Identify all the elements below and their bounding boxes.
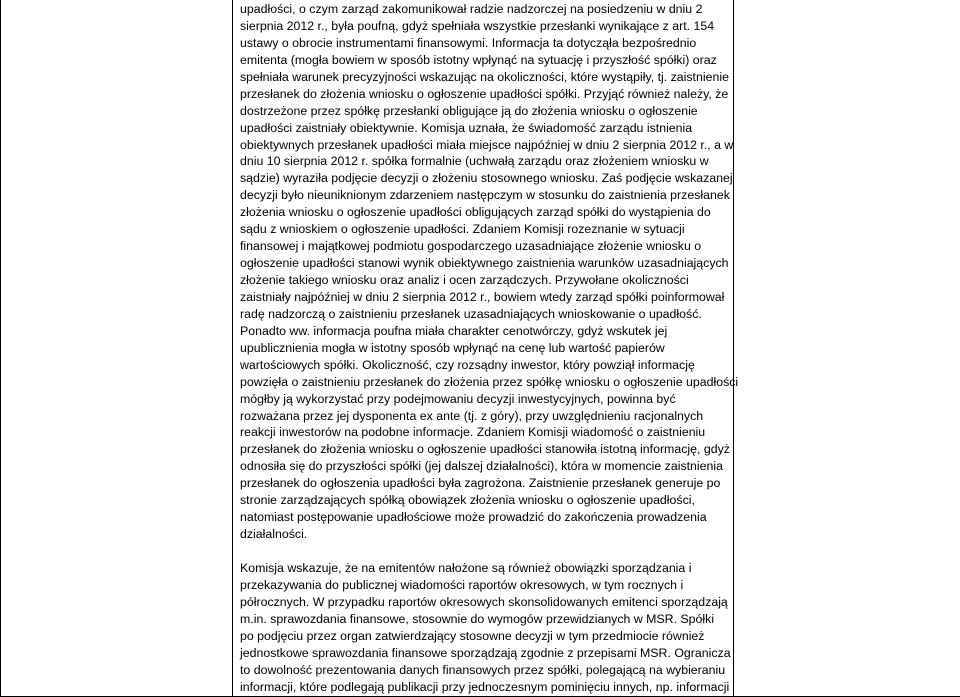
text-line: zaistniały najpóźniej w dniu 2 sierpnia 2012 r., bowiem wtedy zarząd spółki poinformował: [240, 289, 727, 306]
text-line: jednostkowe sprawozdania finansowe sporządzają zgodnie z przepisami MSR. Ogranicza: [240, 645, 727, 662]
text-line: upadłości zaistniały obiektywnie. Komisja uznała, że świadomość zarządu istnienia: [240, 120, 727, 137]
text-line: Komisja wskazuje, że na emitentów nałożone są również obowiązki sporządzania i: [240, 560, 727, 577]
text-line: spełniała warunek precyzyjności wskazując na okoliczności, które wystąpiły, tj. zaistnienie: [240, 69, 727, 86]
text-line: stronie zarządzających spółką obowiązek złożenia wniosku o ogłoszenie upadłości,: [240, 492, 727, 509]
text-line: finansowej i majątkowej podmiotu gospodarczego uzasadniające złożenie wniosku o: [240, 238, 727, 255]
text-line: mógłby ją wykorzystać przy podejmowaniu decyzji inwestycyjnych, powinna być: [240, 391, 727, 408]
text-line: informacji, które podlegają publikacji przy jednoczesnym pominięciu innych, np. informacji: [240, 679, 727, 696]
left-column-cell: [1, 0, 233, 696]
text-line: półrocznych. W przypadku raportów okresowych skonsolidowanych emitenci sporządzają: [240, 594, 727, 611]
text-line: radę nadzorczą o zaistnieniu przesłanek uzasadniających wnioskowanie o upadłość.: [240, 306, 727, 323]
text-line: przesłanek do złożenia wniosku o ogłoszenie upadłości spółki. Przyjąć również należy, że: [240, 86, 727, 103]
text-line: złożenie takiego wniosku oraz analiz i ocen zarządczych. Przywołane okoliczności: [240, 272, 727, 289]
text-line: po podjęciu przez organ zatwierdzający stosowne decyzji w tym przedmiocie również: [240, 628, 727, 645]
text-line: powzięła o zaistnieniu przesłanek do złożenia przez spółkę wniosku o ogłoszenie upadłości: [240, 374, 727, 391]
text-line: przesłanek do złożenia wniosku o ogłoszenie upadłości stanowiła istotną informację, gdyż: [240, 441, 727, 458]
text-line: emitenta (mogła bowiem w sposób istotny wpłynąć na sytuację i przyszłość spółki) oraz: [240, 52, 727, 69]
text-line: działalności.: [240, 526, 727, 543]
text-line: przesłanek do ogłoszenia upadłości była zagrożona. Zaistnienie przesłanek generuje po: [240, 475, 727, 492]
text-line: wartościowych spółki. Okoliczność, czy rozsądny inwestor, który powziął informację: [240, 357, 727, 374]
table-row: [1, 0, 960, 696]
text-line: sądzie) wyraziła podjęcie decyzji o złożeniu stosownego wniosku. Zaś podjęcie wskazanej: [240, 170, 727, 187]
text-line: natomiast postępowanie upadłościowe może prowadzić do zakończenia prowadzenia: [240, 509, 727, 526]
text-line: dostrzeżone przez spółkę przesłanki obligujące ją do złożenia wniosku o ogłoszenie: [240, 103, 727, 120]
text-line: dniu 10 sierpnia 2012 r. spółka formalnie (uchwałą zarządu oraz złożeniem wniosku w: [240, 153, 727, 170]
text-line: rozważana przez jej dysponenta ex ante (tj. z góry), przy uwzględnieniu racjonalnych: [240, 408, 727, 425]
text-line: odnosiła się do przyszłości spółki (jej dalszej działalności), która w momencie zaistnienia: [240, 458, 727, 475]
text-line: decyzji było nieuniknionym zdarzeniem następczym w stosunku do zaistnienia przesłanek: [240, 187, 727, 204]
paragraph-2: [240, 560, 727, 696]
text-line: to dowolność prezentowania danych finansowych przez spółki, polegającą na wybieraniu: [240, 662, 727, 679]
right-column-cell: [734, 0, 960, 696]
text-line: m.in. sprawozdania finansowe, stosownie do wymogów przewidzianych w MSR. Spółki: [240, 611, 727, 628]
text-line: sądu z wnioskiem o ogłoszenie upadłości. Zdaniem Komisji rozeznanie w sytuacji: [240, 221, 727, 238]
text-line: złożenia wniosku o ogłoszenie upadłości obligujących zarząd spółki do wystąpienia do: [240, 204, 727, 221]
text-line: reakcji inwestorów na podobne informacje. Zdaniem Komisji wiadomość o zaistnieniu: [240, 424, 727, 441]
text-line: upadłości, o czym zarząd zakomunikował radzie nadzorczej na posiedzeniu w dniu 2: [240, 1, 727, 18]
paragraph-spacer: [240, 543, 727, 560]
text-line: upublicznienia mogła w istotny sposób wpłynąć na cenę lub wartość papierów: [240, 340, 727, 357]
text-line: obiektywnych przesłanek upadłości miała miejsce najpóźniej w dniu 2 sierpnia 2012 r., a w: [240, 137, 727, 154]
text-line: sierpnia 2012 r., była poufną, gdyż spełniała wszystkie przesłanki wynikające z art. 154: [240, 18, 727, 35]
cell-text: [233, 0, 733, 696]
text-line: Ponadto ww. informacja poufna miała charakter cenotwórczy, gdyż wskutek jej: [240, 323, 727, 340]
content-cell: [233, 0, 734, 696]
text-line: ustawy o obrocie instrumentami finansowymi. Informacja ta dotycząła bezpośrednio: [240, 35, 727, 52]
text-line: ogłoszenie upadłości stanowi wynik obiektywnego zaistnienia warunków uzasadniających: [240, 255, 727, 272]
text-line: przekazywania do publicznej wiadomości raportów okresowych, w tym rocznych i: [240, 577, 727, 594]
paragraph-1: [240, 1, 727, 543]
